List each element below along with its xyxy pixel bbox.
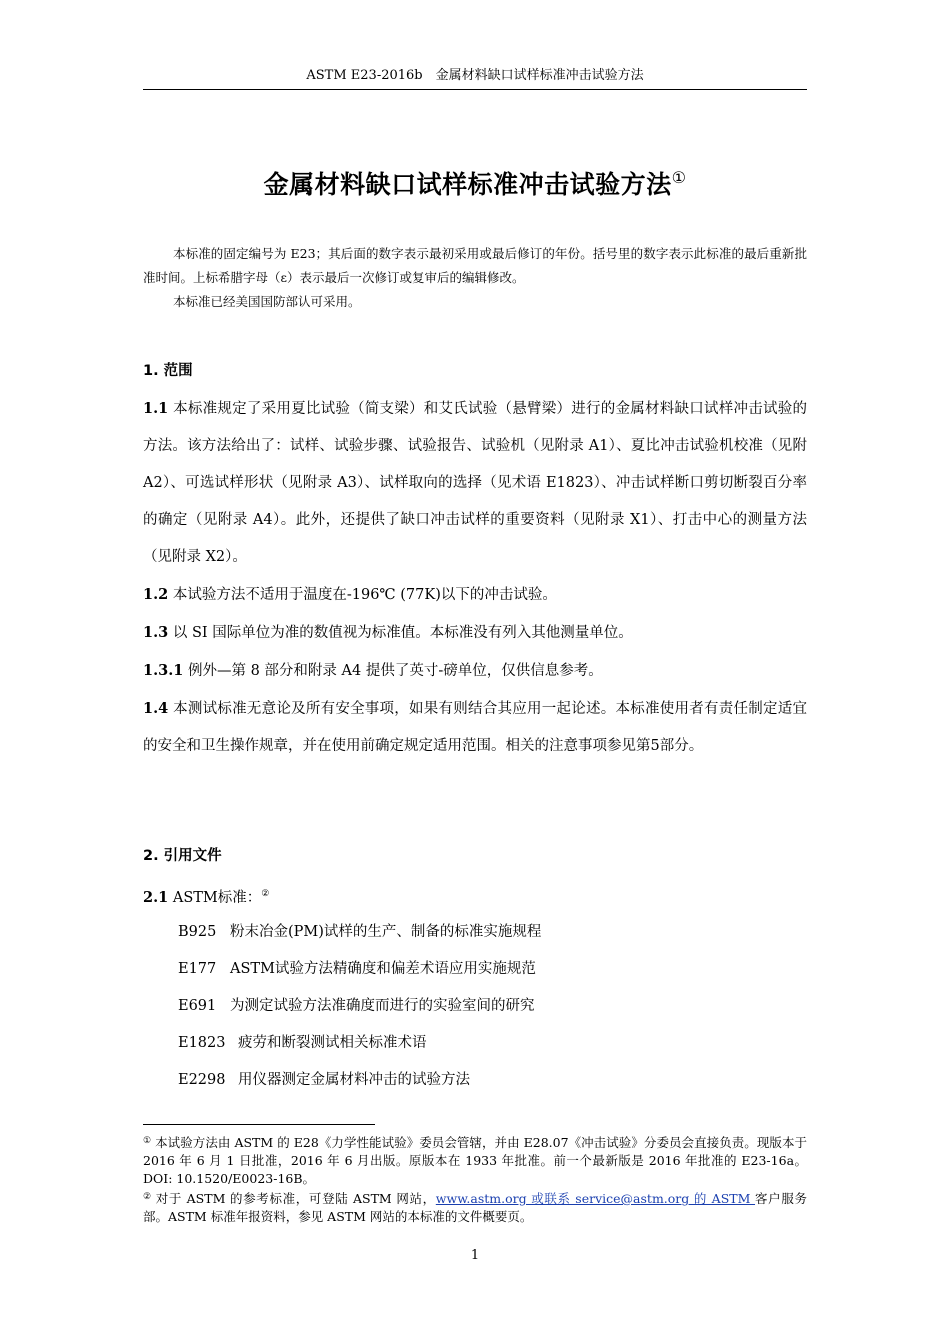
clause-text: 本测试标准无意论及所有安全事项，如果有则结合其应用一起论述。本标准使用者有责任制定适宜的安全和卫生操作规章，并在使用前确定规定适用范围。相关的注意事项参见第5部分。 (143, 701, 807, 754)
running-header: ASTM E23-2016b 金属材料缺口试样标准冲击试验方法 (306, 68, 644, 83)
referenced-standards-list (178, 914, 798, 1099)
clause-2-1 (143, 876, 807, 917)
list-item (178, 914, 798, 951)
clause-text: ASTM标准： (168, 889, 262, 906)
title-footnote-mark: ① (671, 168, 687, 187)
page-number: 1 (470, 1248, 480, 1263)
clause-footnote-mark: ② (261, 889, 270, 899)
clause-text: 本试验方法不适用于温度在-196℃ (77K)以下的冲击试验。 (168, 587, 557, 603)
clause-1-3 (143, 614, 807, 652)
standard-code: E1823 (178, 1035, 226, 1051)
intro-block (143, 242, 807, 314)
standard-title: 为测定试验方法准确度而进行的实验室间的研究 (230, 998, 535, 1014)
title-text: 金属材料缺口试样标准冲击试验方法 (263, 170, 672, 199)
clause-text: 以 SI 国际单位为准的数值视为标准值。本标准没有列入其他测量单位。 (168, 625, 633, 641)
header-rule (143, 89, 807, 90)
list-item (178, 1062, 798, 1099)
footnote-text-continued: 客户服务部。ASTM 标准年报资料，参见 ASTM 网站的本标准的文件概要页。 (143, 1191, 807, 1224)
intro-paragraph-1: 本标准的固定编号为 E23；其后面的数字表示最初采用或最后修订的年份。括号里的数字表示此标准的最后重新批准时间。上标希腊字母（ε）表示最后一次修订或复审后的编辑修改。 (143, 246, 807, 285)
clause-1-3-1 (143, 652, 807, 690)
clause-number: 1.3 (143, 624, 169, 641)
clause-1-4 (143, 690, 807, 765)
footnote-1 (143, 1132, 807, 1188)
section-2-body (143, 876, 807, 917)
clause-number: 1.1 (143, 400, 169, 417)
footnote-mark: ① (143, 1136, 152, 1146)
clause-number: 1.4 (143, 700, 169, 717)
footnote-mark: ② (143, 1192, 152, 1202)
standard-title: ASTM试验方法精确度和偏差术语应用实施规范 (230, 961, 536, 977)
standard-title: 粉末冶金(PM)试样的生产、制备的标准实施规程 (230, 924, 542, 940)
clause-1-1 (143, 390, 807, 576)
standard-title: 用仪器测定金属材料冲击的试验方法 (238, 1072, 470, 1088)
standard-code: E691 (178, 998, 217, 1014)
standard-code: E2298 (178, 1072, 226, 1088)
clause-number: 2.1 (143, 888, 169, 906)
list-item (178, 951, 798, 988)
standard-code: E177 (178, 961, 217, 977)
clause-text: 本标准规定了采用夏比试验（简支梁）和艾氏试验（悬臂梁）进行的金属材料缺口试样冲击试验的方法。该方法给出了：试样、试验步骤、试验报告、试验机（见附录 A1）、夏比冲击试验机校准（见附 A2）、可选试样形状（见附录 A3）、试样取向的选择（见术语 E1823）、冲击试样断口剪切断裂百分率的确定（见附录 A4）。此外，还提供了缺口冲击试样的重要资料（见附录 X1）、打击中心的测量方法（见附录 X2）。 (143, 401, 807, 565)
clause-number: 1.2 (143, 586, 169, 603)
list-item (178, 1025, 798, 1062)
document-title (143, 160, 807, 203)
footnote-text: 本试验方法由 ASTM 的 E28《力学性能试验》委员会管辖，并由 E28.07《冲击试验》分委员会直接负责。现版本于 2016 年 6 月 1 日批准，2016 年 6 月出版。原版本在 1933 年批准。前一个最新版是 2016 年批准的 E23-16a。 DOI: 10.1520/E0023-16B。 (143, 1135, 807, 1186)
section-1-heading: 1. 范围 (143, 363, 193, 379)
clause-1-2 (143, 576, 807, 614)
section-1-body (143, 390, 807, 765)
clause-text: 例外—第 8 部分和附录 A4 提供了英寸-磅单位，仅供信息参考。 (183, 663, 603, 679)
section-2-heading: 2. 引用文件 (143, 848, 222, 864)
standard-code: B925 (178, 924, 217, 940)
intro-paragraph-2: 本标准已经美国国防部认可采用。 (173, 294, 361, 309)
list-item (178, 988, 798, 1025)
footnote-separator (143, 1124, 375, 1125)
footnote-2 (143, 1188, 807, 1226)
footnotes (143, 1132, 807, 1226)
standard-title: 疲劳和断裂测试相关标准术语 (238, 1035, 427, 1051)
clause-number: 1.3.1 (143, 662, 184, 679)
astm-website-link[interactable]: www.astm.org 或联系 service@astm.org 的 ASTM (435, 1191, 756, 1206)
footnote-text: 对于 ASTM 的参考标准，可登陆 ASTM 网站， (155, 1191, 436, 1206)
